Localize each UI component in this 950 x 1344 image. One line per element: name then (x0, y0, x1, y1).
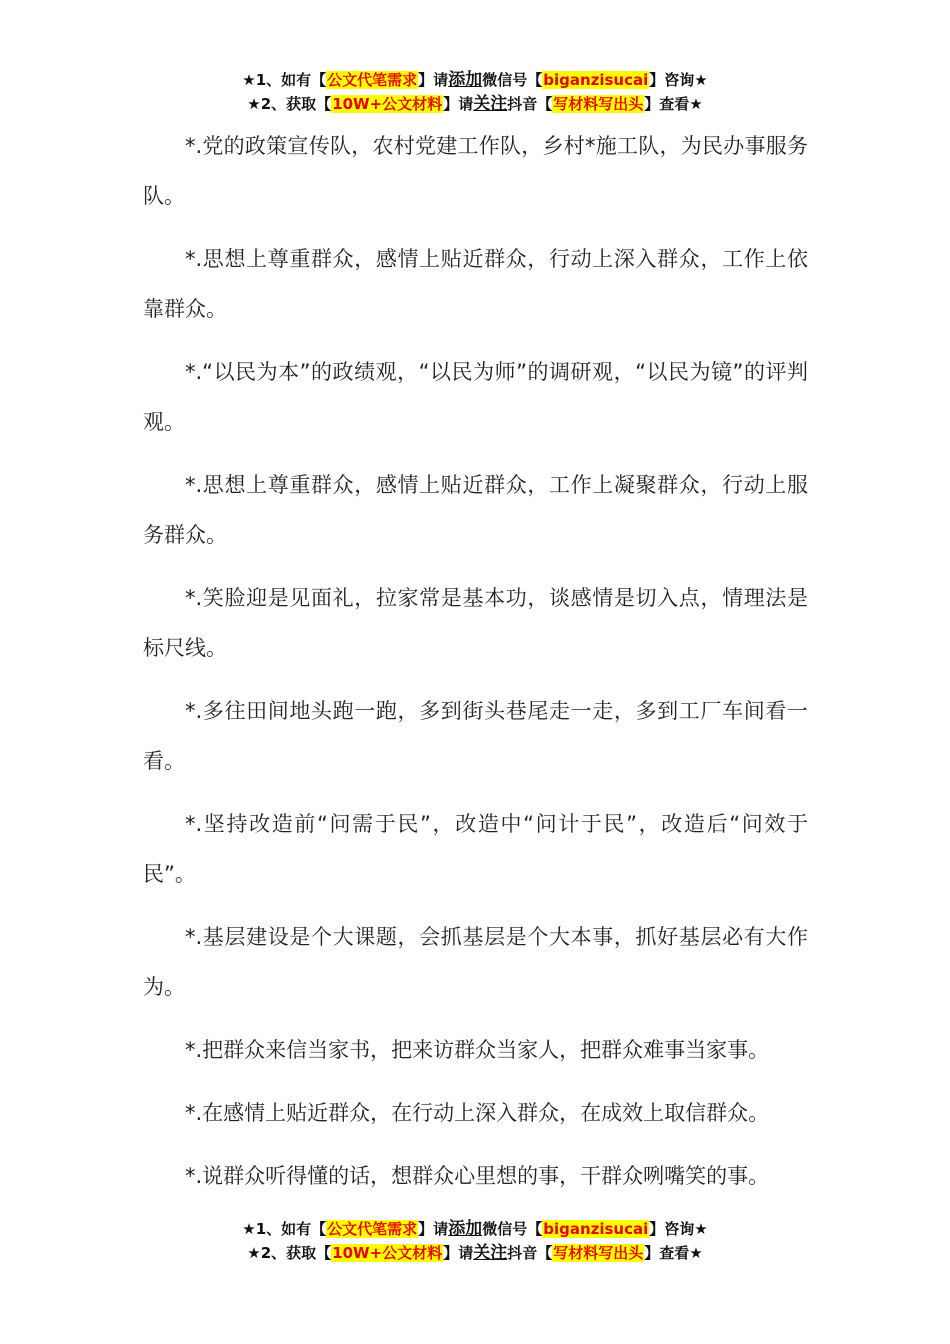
banner-text: ★1、如有【 (242, 1220, 327, 1238)
banner-text: 】请 (418, 1220, 449, 1238)
emphasis-text: 添加 (448, 1219, 483, 1239)
banner-text: 】查看★ (644, 95, 703, 113)
banner-text: ★2、获取【 (247, 1244, 332, 1262)
banner-text: ★1、如有【 (242, 71, 327, 89)
banner-text: 微信号【 (482, 71, 543, 89)
banner-line-2 (0, 92, 950, 116)
paragraph: *.基层建设是个大课题，会抓基层是个大本事，抓好基层必有大作为。 (143, 925, 808, 999)
banner-text: 】查看★ (644, 1244, 703, 1262)
paragraph: *.说群众听得懂的话，想群众心里想的事，干群众咧嘴笑的事。 (185, 1164, 770, 1188)
banner-text: ★2、获取【 (247, 95, 332, 113)
banner-text: 】请 (443, 95, 474, 113)
highlight-wechat-id: biganzisucai (543, 71, 649, 89)
document-body (143, 121, 808, 1214)
paragraph: *.思想上尊重群众，感情上贴近群众，工作上凝聚群众，行动上服务群众。 (143, 473, 808, 547)
highlight-service: 公文代笔需求 (327, 1220, 418, 1238)
header-banner (0, 68, 950, 116)
banner-line-2 (0, 1241, 950, 1265)
paragraph: *.笑脸迎是见面礼，拉家常是基本功，谈感情是切入点，情理法是标尺线。 (143, 586, 808, 660)
banner-text: 微信号【 (482, 1220, 543, 1238)
highlight-materials: 10W+公文材料 (332, 95, 443, 113)
banner-text: 抖音【 (507, 1244, 553, 1262)
banner-text: 】咨询★ (649, 71, 708, 89)
paragraph: *.在感情上贴近群众，在行动上深入群众，在成效上取信群众。 (185, 1101, 770, 1125)
banner-text: 抖音【 (507, 95, 553, 113)
emphasis-text: 关注 (473, 1243, 508, 1263)
emphasis-text: 关注 (473, 94, 508, 114)
banner-text: 】请 (418, 71, 449, 89)
banner-line-1 (0, 1217, 950, 1241)
banner-text: 】请 (443, 1244, 474, 1262)
banner-text: 】咨询★ (649, 1220, 708, 1238)
paragraph: *.坚持改造前“问需于民”，改造中“问计于民”，改造后“问效于民”。 (143, 812, 808, 886)
highlight-wechat-id: biganzisucai (543, 1220, 649, 1238)
footer-banner (0, 1217, 950, 1265)
emphasis-text: 添加 (448, 70, 483, 90)
highlight-materials: 10W+公文材料 (332, 1244, 443, 1262)
banner-line-1 (0, 68, 950, 92)
paragraph: *.多往田间地头跑一跑，多到街头巷尾走一走，多到工厂车间看一看。 (143, 699, 808, 773)
highlight-douyin-account: 写材料写出头 (553, 1244, 644, 1262)
paragraph: *.思想上尊重群众，感情上贴近群众，行动上深入群众，工作上依靠群众。 (143, 247, 808, 321)
highlight-douyin-account: 写材料写出头 (553, 95, 644, 113)
paragraph: *.党的政策宣传队，农村党建工作队，乡村*施工队，为民办事服务队。 (143, 134, 808, 208)
paragraph: *.把群众来信当家书，把来访群众当家人，把群众难事当家事。 (185, 1038, 770, 1062)
paragraph: *.“以民为本”的政绩观，“以民为师”的调研观，“以民为镜”的评判观。 (143, 360, 808, 434)
highlight-service: 公文代笔需求 (327, 71, 418, 89)
